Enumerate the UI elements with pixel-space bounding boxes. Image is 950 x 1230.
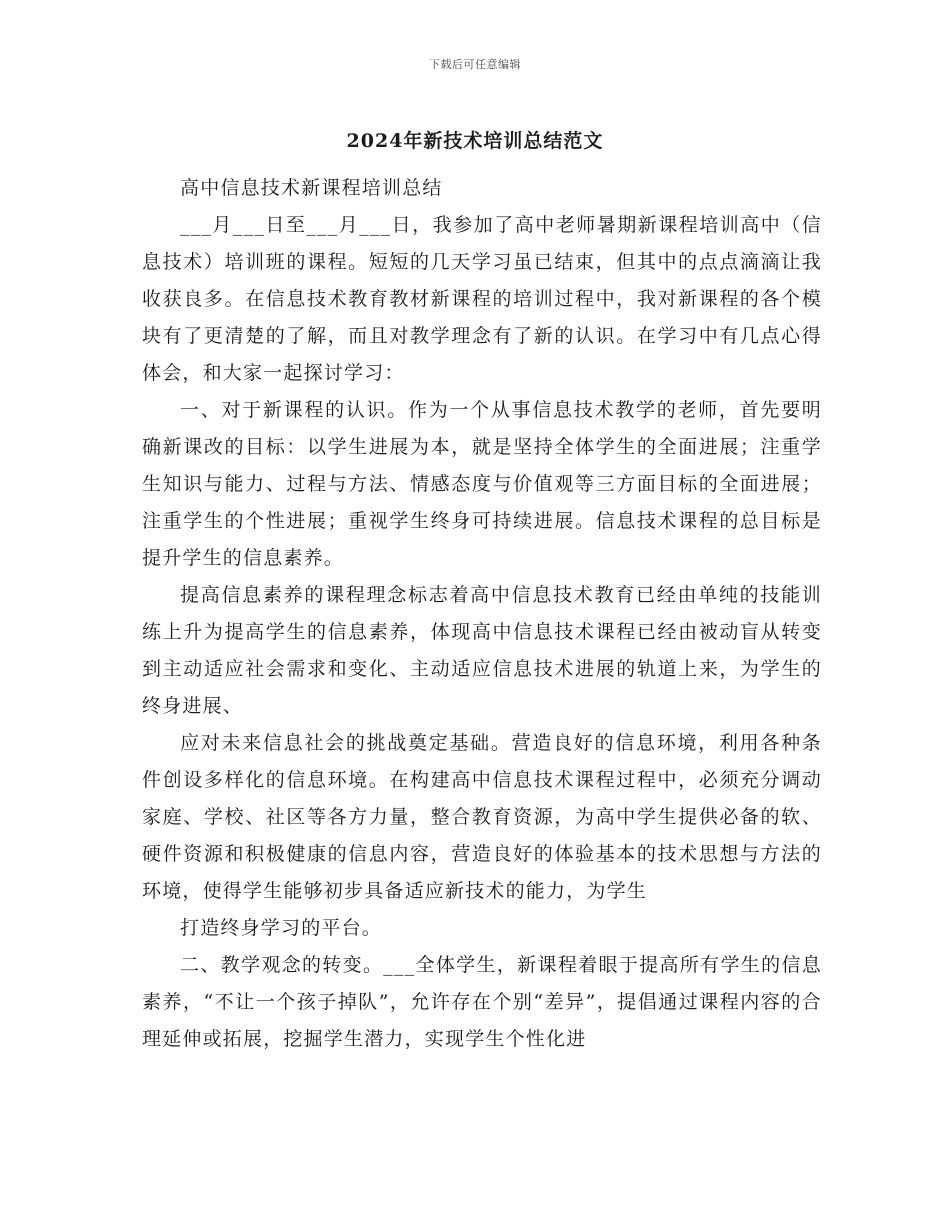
paragraph: ___月___日至___月___日，我参加了高中老师暑期新课程培训高中（信息技术）培训班的课程。短短的几天学习虽已结束，但其中的点点滴滴让我收获良多。在信息技术教育教材新课程的培训过程中，我对新课程的各个模块有了更清楚的了解，而且对教学理念有了新的认识。在学习中有几点心得体会，和大家一起探讨学习： [142, 214, 822, 384]
paragraph-subtitle: 高中信息技术新课程培训总结 [180, 177, 443, 199]
paragraph: 提高信息素养的课程理念标志着高中信息技术教育已经由单纯的技能训练上升为提高学生的信息素养，体现高中信息技术课程已经由被动盲从转变到主动适应社会需求和变化、主动适应信息技术进展的轨道上来，为学生的终身进展、 [142, 584, 822, 717]
document-title: 2024年新技术培训总结范文 [346, 130, 604, 152]
header-note: 下载后可任意编辑 [429, 58, 521, 71]
paragraph: 二、教学观念的转变。___全体学生，新课程着眼于提高所有学生的信息素养，“不让一个孩子掉队”，允许存在个别“差异”，提倡通过课程内容的合理延伸或拓展，挖掘学生潜力，实现学生个性化进 [142, 954, 822, 1050]
document-body [142, 170, 822, 1058]
paragraph: 应对未来信息社会的挑战奠定基础。营造良好的信息环境，利用各种条件创设多样化的信息环境。在构建高中信息技术课程过程中，必须充分调动家庭、学校、社区等各方力量，整合教育资源，为高中学生提供必备的软、硬件资源和积极健康的信息内容，营造良好的体验基本的技术思想与方法的环境，使得学生能够初步具备适应新技术的能力，为学生 [142, 732, 822, 902]
paragraph: 打造终身学习的平台。 [180, 917, 383, 939]
paragraph: 一、对于新课程的认识。作为一个从事信息技术教学的老师，首先要明确新课改的目标：以学生进展为本，就是坚持全体学生的全面进展；注重学生知识与能力、过程与方法、情感态度与价值观等三方面目标的全面进展；注重学生的个性进展；重视学生终身可持续进展。信息技术课程的总目标是提升学生的信息素养。 [142, 399, 822, 569]
